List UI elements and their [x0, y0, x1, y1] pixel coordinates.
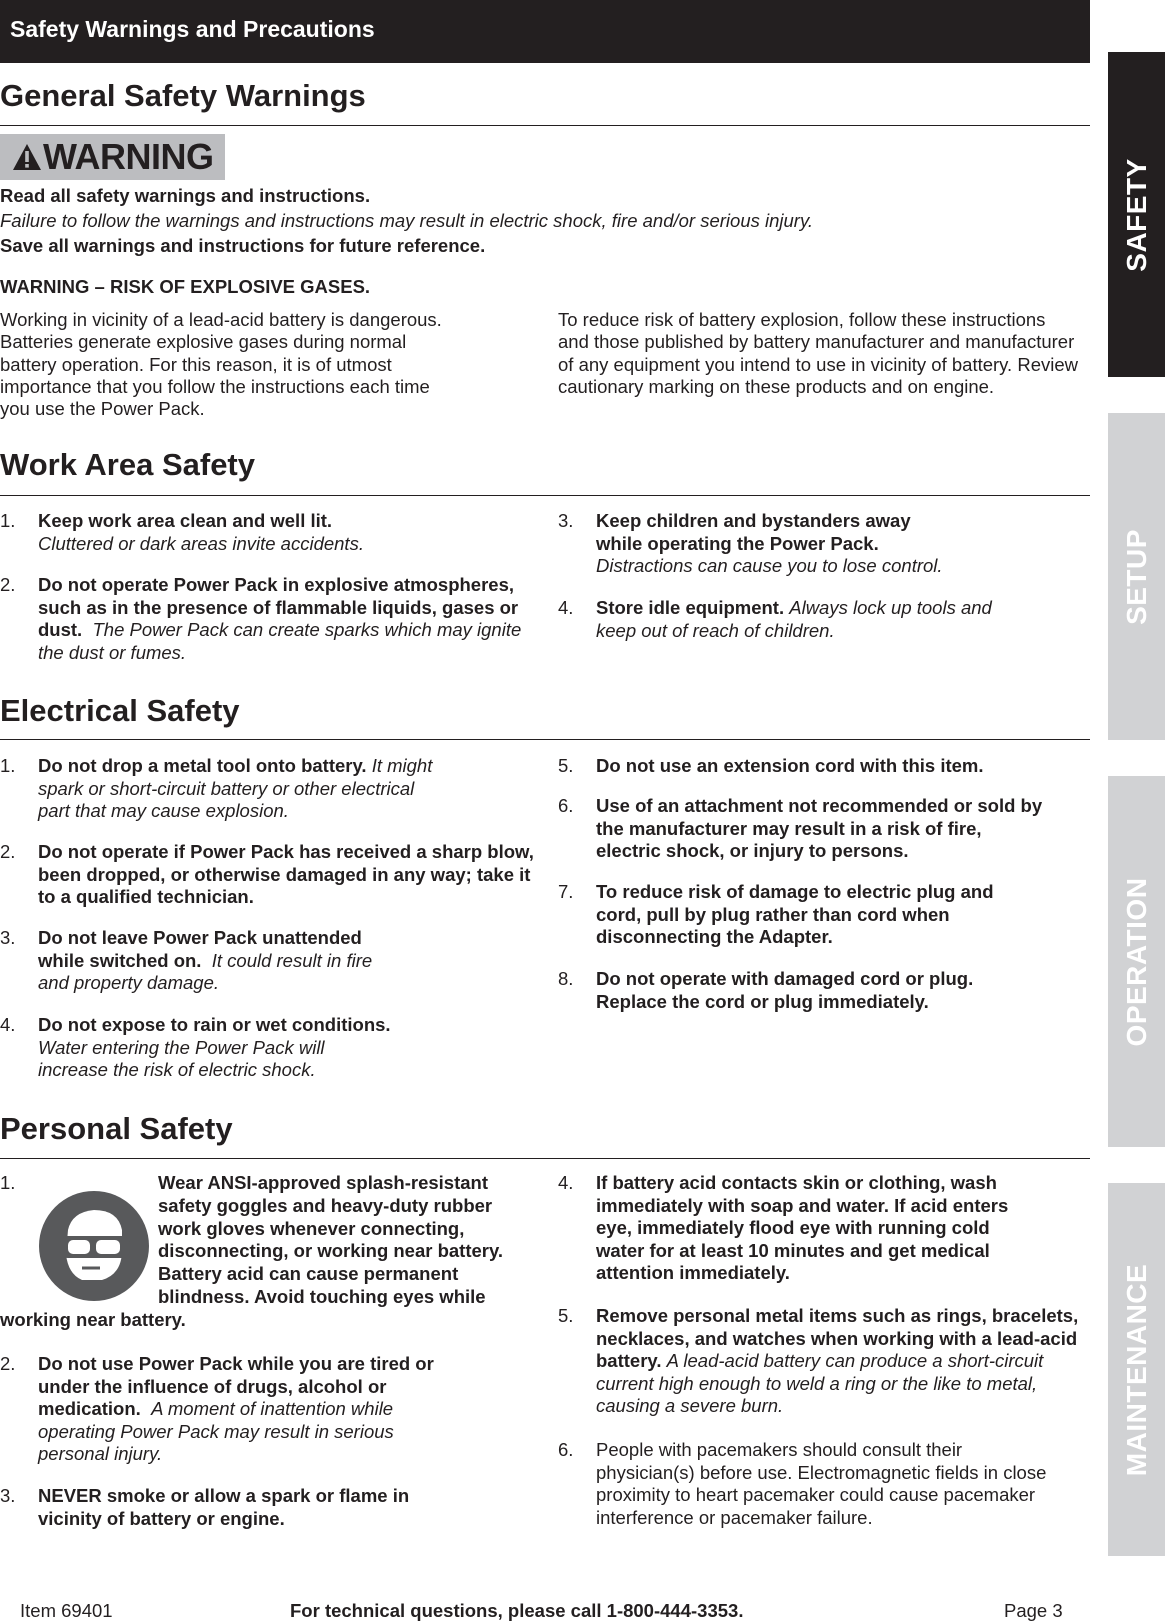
item-number: 1. — [0, 510, 16, 531]
header-title: Safety Warnings and Precautions — [10, 16, 375, 42]
list-item — [558, 1439, 1078, 1529]
item-italic: Water entering the Power Pack will increase the risk of electric shock. — [38, 1036, 325, 1081]
item-italic: A moment of inattention while operating Power Pack may result in serious personal injury. — [38, 1398, 394, 1465]
item-number: 1. — [0, 1172, 16, 1193]
list-item — [558, 968, 1078, 1013]
list-item — [558, 1305, 1088, 1418]
item-bold: Do not leave Power Pack unattended while switched on. — [38, 927, 362, 971]
read-all-text: Read all safety warnings and instructions. — [0, 185, 371, 206]
list-item — [0, 510, 535, 555]
item-number: 4. — [558, 597, 574, 618]
warning-badge-text: WARNING — [43, 136, 214, 177]
tab-operation-label: OPERATION — [1120, 877, 1152, 1046]
item-italic: A lead-acid battery can produce a short-circuit current high enough to weld a ring or the like to metal, causing a severe burn. — [596, 1350, 1044, 1417]
item-bold: Store idle equipment. — [596, 597, 785, 618]
explosive-para-left: Working in vicinity of a lead-acid battery is dangerous. Batteries generate explosive gases during normal battery operation. For this reason, it is of utmost importance that you follow the instructions each time you use the Power Pack. — [0, 309, 442, 420]
tab-maintenance[interactable] — [1108, 1183, 1165, 1556]
item-number: 1. — [0, 755, 16, 776]
list-item — [0, 841, 535, 909]
item-bold: Keep work area clean and well lit. — [38, 510, 333, 531]
item-bold: Wear ANSI-approved splash-resistant safety goggles and heavy-duty rubber work gloves whenever connecting, disconnecting, or working near battery. Battery acid can cause permanent blindness. Avoid touching eyes while working near battery. — [0, 1172, 504, 1330]
item-number: 6. — [558, 795, 574, 816]
list-item — [558, 795, 1078, 863]
list-item — [0, 1485, 535, 1530]
list-item — [558, 510, 1058, 578]
item-number: 3. — [558, 510, 574, 531]
item-italic: Always lock up tools and keep out of reach of children. — [596, 597, 992, 641]
tab-setup[interactable] — [1108, 413, 1165, 740]
tab-safety-label: SAFETY — [1120, 157, 1152, 272]
tab-safety[interactable] — [1108, 52, 1165, 377]
item-number: 5. — [558, 1305, 574, 1326]
item-bold: Do not operate Power Pack in explosive atmospheres, such as in the presence of flammable liquids, gases or dust. — [38, 574, 519, 641]
list-item-text — [0, 1172, 540, 1332]
list-item — [558, 597, 1058, 642]
list-item — [0, 1353, 535, 1466]
item-plain: People with pacemakers should consult their physician(s) before use. Electromagnetic fields in close proximity to heart pacemaker could cause pacemaker interference or pacemaker failure. — [596, 1439, 1047, 1528]
personal-heading: Personal Safety — [0, 1111, 233, 1146]
item-number: 6. — [558, 1439, 574, 1460]
footer-item-number: Item 69401 — [20, 1600, 113, 1621]
item-number: 5. — [558, 755, 574, 776]
item-italic: It could result in fire and property damage. — [38, 949, 373, 994]
work-area-heading: Work Area Safety — [0, 447, 255, 482]
warning-triangle-icon — [12, 143, 42, 171]
divider — [0, 1158, 1090, 1159]
list-item — [0, 574, 535, 664]
item-number: 2. — [0, 841, 16, 862]
item-number: 3. — [0, 1485, 16, 1506]
item-bold: If battery acid contacts skin or clothing, wash immediately with soap and water. If acid enters eye, immediately flood eye with running cold water for at least 10 minutes and get medical attention immediately. — [596, 1172, 1009, 1284]
general-heading: General Safety Warnings — [0, 78, 366, 113]
divider — [0, 739, 1090, 740]
electrical-heading: Electrical Safety — [0, 693, 240, 728]
list-item — [558, 1172, 1078, 1285]
item-bold: To reduce risk of damage to electric plug and cord, pull by plug rather than cord when disconnecting the Adapter. — [596, 881, 994, 948]
item-bold: Do not expose to rain or wet conditions. — [38, 1014, 391, 1035]
list-item — [0, 927, 535, 995]
item-italic: Distractions can cause you to lose control. — [596, 555, 943, 577]
item-bold: Remove personal metal items such as rings, bracelets, necklaces, and watches when working with a lead-acid battery. — [596, 1305, 1079, 1372]
item-italic: Cluttered or dark areas invite accidents. — [38, 532, 364, 554]
item-bold: Do not operate if Power Pack has received a sharp blow, been dropped, or otherwise damaged in any way; take it to a qualified technician. — [38, 841, 534, 908]
list-item — [0, 755, 535, 823]
tab-setup-label: SETUP — [1120, 528, 1152, 625]
item-number: 4. — [558, 1172, 574, 1193]
explosive-para-right: To reduce risk of battery explosion, follow these instructions and those published by battery manufacturer and manufacturer of any equipment you intend to use in vicinity of battery. Review cautionary marking on these products and on engine. — [558, 309, 1078, 397]
divider — [0, 495, 1090, 496]
divider — [0, 125, 1090, 126]
list-item — [558, 881, 1078, 949]
item-number: 7. — [558, 881, 574, 902]
failure-text: Failure to follow the warnings and instructions may result in electric shock, fire and/or serious injury. — [0, 210, 813, 231]
footer-contact: For technical questions, please call 1-800-444-3353. — [290, 1600, 744, 1621]
item-bold: Do not operate with damaged cord or plug. Replace the cord or plug immediately. — [596, 968, 974, 1012]
item-number: 8. — [558, 968, 574, 989]
item-italic: It might spark or short-circuit battery or other electrical part that may cause explosion. — [38, 755, 433, 822]
item-number: 2. — [0, 574, 16, 595]
explosive-gases-heading: WARNING – RISK OF EXPLOSIVE GASES. — [0, 276, 371, 297]
item-bold: Do not use Power Pack while you are tired or under the influence of drugs, alcohol or medication. — [38, 1353, 434, 1420]
item-bold: Use of an attachment not recommended or sold by the manufacturer may result in a risk of fire, electric shock, or injury to persons. — [596, 795, 1043, 862]
item-number: 2. — [0, 1353, 16, 1374]
item-bold: Do not drop a metal tool onto battery. — [38, 755, 367, 776]
item-bold: NEVER smoke or allow a spark or flame in vicinity of battery or engine. — [38, 1485, 410, 1529]
item-number: 4. — [0, 1014, 16, 1035]
item-bold: Do not use an extension cord with this item. — [596, 755, 984, 776]
footer-page-number: Page 3 — [1004, 1600, 1063, 1621]
warning-badge — [0, 134, 225, 180]
tab-maintenance-label: MAINTENANCE — [1120, 1263, 1152, 1476]
list-item — [0, 1014, 535, 1082]
item-italic: The Power Pack can create sparks which may ignite the dust or fumes. — [38, 619, 522, 663]
tab-operation[interactable] — [1108, 776, 1165, 1147]
header-bar — [0, 0, 1090, 63]
save-text: Save all warnings and instructions for future reference. — [0, 235, 486, 256]
list-item — [558, 755, 1078, 778]
item-number: 3. — [0, 927, 16, 948]
item-bold: Keep children and bystanders away while operating the Power Pack. — [596, 510, 911, 554]
